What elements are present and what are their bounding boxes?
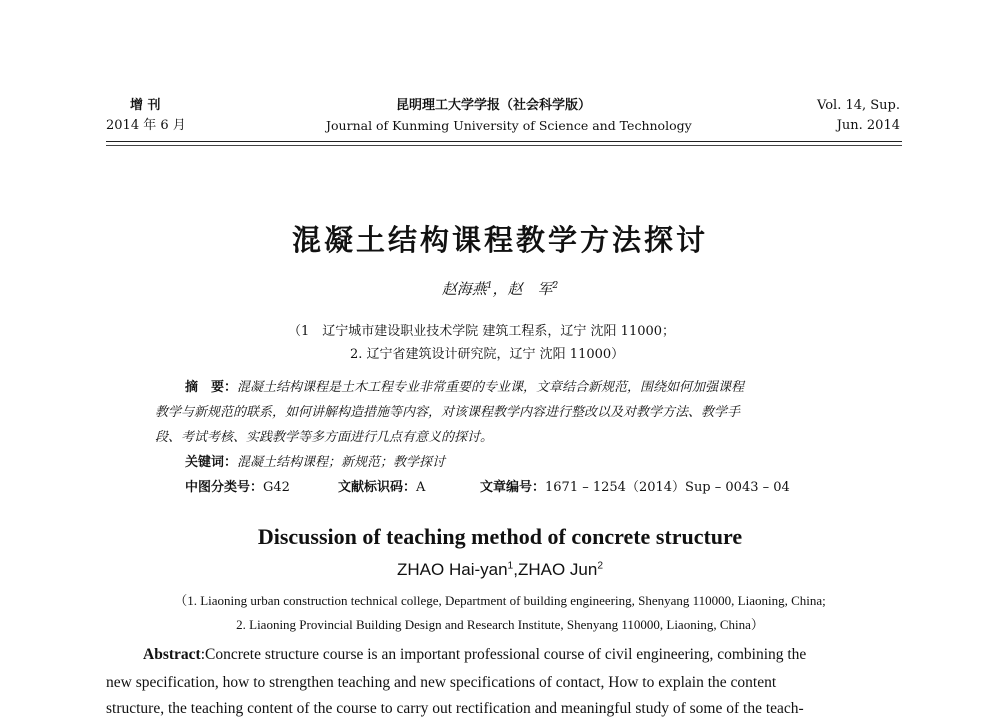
issue-label: 增 刊 <box>130 98 161 113</box>
doc-code-label: 文献标识码： <box>338 480 417 495</box>
authors-zh <box>0 278 1000 299</box>
author-separator-zh: ， <box>492 280 508 298</box>
abstract-en-line-1 <box>143 646 806 664</box>
abstract-zh-label: 摘 要： <box>185 380 238 395</box>
author-1-en-sup: 1 <box>507 560 514 572</box>
abstract-en-text-1: Concrete structure course is an important professional course of civil engineering, combining the <box>205 646 807 663</box>
affiliation-en-2: 2. Liaoning Provincial Building Design and Research Institute, Shenyang 110000, Liaoning, China） <box>236 617 764 632</box>
clc-value: G42 <box>263 480 290 495</box>
paper-title-en: Discussion of teaching method of concrete structure <box>257 524 743 549</box>
keywords-zh <box>185 451 445 470</box>
author-separator-en: , <box>513 560 518 579</box>
author-2-en: ZHAO Jun <box>517 560 598 579</box>
author-2-en-sup: 2 <box>597 560 603 572</box>
paper-title-zh: 混凝土结构课程教学方法探讨 <box>291 223 708 257</box>
classification-doc <box>338 476 425 495</box>
article-number-value: 1671 – 1254（2014）Sup – 0043 – 04 <box>545 480 790 495</box>
issue-date: 2014 年 6 月 <box>106 118 186 133</box>
affiliation-zh-1: （1 辽宁城市建设职业技术学院 建筑工程系，辽宁 沈阳 11000； <box>288 324 676 339</box>
classification-clc <box>185 476 290 495</box>
header-rule-top <box>106 141 902 142</box>
clc-label: 中图分类号： <box>185 480 264 495</box>
journal-name-zh: 昆明理工大学学报（社会科学版） <box>396 98 592 113</box>
article-number-label: 文章编号： <box>480 480 546 495</box>
classification-article <box>480 476 790 495</box>
header-rule-bottom <box>106 145 902 146</box>
journal-name-en: Journal of Kunming University of Science and Technology <box>326 118 692 133</box>
abstract-zh-line-2: 教学与新规范的联系，如何讲解构造措施等内容，对该课程教学内容进行整改以及对教学方法、教学手 <box>155 405 741 420</box>
abstract-en-line-3: structure, the teaching content of the course to carry out rectification and meaningful study of some of the teach- <box>106 700 804 717</box>
doc-code-value: A <box>416 480 426 495</box>
affiliation-zh-2: 2. 辽宁省建筑设计研究院，辽宁 沈阳 11000） <box>350 347 625 362</box>
affiliation-en-1: （1. Liaoning urban construction technical college, Department of building engineering, Shenyang 110000, Liaoning, China; <box>174 593 826 608</box>
author-2-zh-sup: 2 <box>552 281 559 291</box>
abstract-en-label: Abstract <box>143 646 201 663</box>
abstract-zh-line-3: 段、考试考核、实践教学等多方面进行几点有意义的探讨。 <box>155 430 494 445</box>
abstract-en-line-2: new specification, how to strengthen teaching and new specifications of contact, How to explain the content <box>106 674 777 691</box>
volume-date: Jun. 2014 <box>836 118 900 133</box>
keywords-zh-text: 混凝土结构课程；新规范；教学探讨 <box>237 455 446 470</box>
abstract-en-colon: : <box>200 646 205 663</box>
authors-en <box>0 560 1000 580</box>
keywords-zh-label: 关键词： <box>185 455 238 470</box>
author-1-zh-sup: 1 <box>486 281 493 291</box>
author-2-zh: 赵 军 <box>507 280 553 298</box>
author-1-en: ZHAO Hai-yan <box>397 560 508 579</box>
volume-info: Vol. 14, Sup. <box>817 98 900 113</box>
abstract-zh-text-1: 混凝土结构课程是土木工程专业非常重要的专业课，文章结合新规范，围绕如何加强课程 <box>237 380 745 395</box>
abstract-zh-line-1 <box>185 376 744 395</box>
author-1-zh: 赵海燕 <box>441 280 487 298</box>
